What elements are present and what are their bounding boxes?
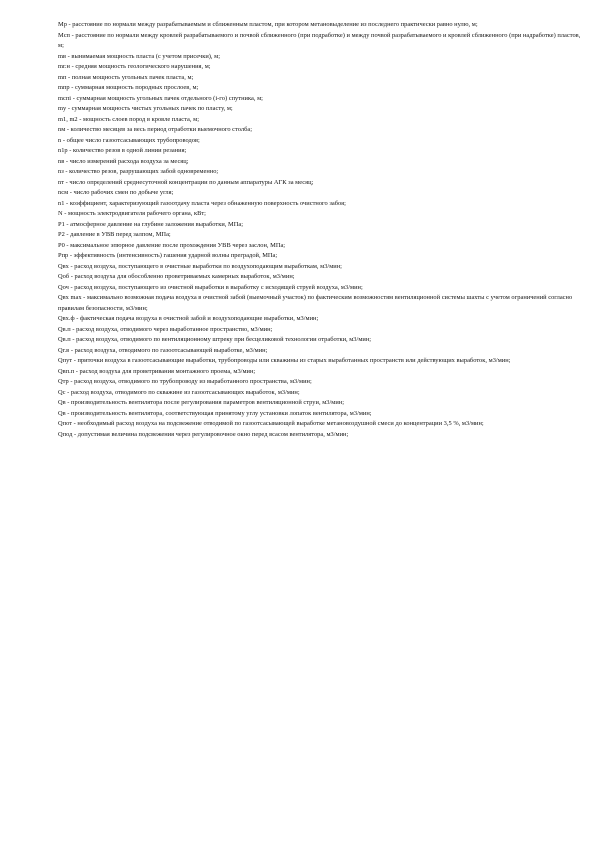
definition-entry: mв - вынимаемая мощность пласта (с учетом присечки), м;: [58, 52, 221, 60]
definition-entry: mп - полная мощность угольных пачек пласта, м;: [58, 73, 194, 81]
definition-entry: Qвх.ф - фактическая подача воздуха в очистной забой и воздухоподающие выработки, м3/мин;: [58, 315, 319, 322]
definition-entry: Qвх max - максимально возможная подача воздуха в очистной забой (выемочный участок) по фактическим возможностям вентиляционной системы шахты с учетом ограничений согласно правилам безопасности, м3/мин;: [58, 294, 573, 312]
definition-entry: Qоч - расход воздуха, поступающего из очистной выработки в выработку с исходящей струей воздуха, м3/мин;: [58, 283, 363, 291]
definition-entry: mг.н - средняя мощность геологического нарушения, м;: [58, 63, 211, 70]
definition-entry: Qвх - расход воздуха, поступающего в очистные выработки по воздухоподающим выработкам, м3/мин;: [58, 262, 342, 270]
definition-entry: my - суммарная мощность чистых угольных пачек по пласту, м;: [58, 105, 233, 112]
definition-entry: Мр - расстояние по нормали между разрабатываемым и сближенным пластом, при котором метановыделение из последнего практически равно нулю, м;: [58, 21, 478, 28]
definition-entry: n1р - количество резов в одной линии резания;: [58, 147, 187, 154]
definition-entry: Qв.п - расход воздуха, отводимого через выработанное пространство, м3/мин;: [58, 325, 273, 333]
definition-entry: nм - количество месяцев за весь период отработки выемочного столба;: [58, 126, 253, 133]
definition-entry: Qг.в - расход воздуха, отводимого по газоотсасывающей выработке, м3/мин;: [58, 346, 268, 354]
definition-entry: P0 - максимальное эпюрное давление после прохождения УВВ через заслон, МПа;: [58, 241, 286, 249]
definition-entry: Qв.п - расход воздуха, отводимого по вентиляционному штреку при бесцеликовой технологии отработки, м3/мин;: [58, 336, 372, 343]
definition-entry: Pпр - эффективность (интенсивность) гашения ударной волны преградой, МПа;: [58, 252, 278, 259]
definition-entry: N - мощность электродвигателя рабочего органа, кВт;: [58, 210, 206, 217]
definition-entry: nв - число измерений расхода воздуха за месяц;: [58, 157, 189, 165]
definition-entry: nз - количество резов, разрушающих забой одновременно;: [58, 168, 219, 175]
definition-entry: mспi - суммарная мощность угольных пачек отдельного (i-го) спутника, м;: [58, 94, 263, 102]
definition-entry: n - общее число газоотсасывающих трубопроводов;: [58, 136, 200, 144]
definition-entry: Qвп.п - расход воздуха для проветривания монтажного проема, м3/мин;: [58, 367, 256, 375]
definition-entry: Qв - производительность вентилятора после регулирования параметров вентиляционной струи, м3/мин;: [58, 399, 345, 406]
definition-entry: P1 - атмосферное давление на глубине заложения выработки, МПа;: [58, 220, 244, 228]
definition-entry: n1 - коэффициент, характеризующий газоотдачу пласта через обнаженную поверхность очистного забоя;: [58, 199, 346, 207]
definition-entry: nт - число определений среднесуточной концентрации по данным аппаратуры АГК за месяц;: [58, 178, 314, 186]
definition-entry: nсм - число рабочих смен по добыче угля;: [58, 189, 174, 196]
definition-entry: Qпот - необходимый расход воздуха на подсвежение отводимой по газоотсасывающей выработке метановоздушной смеси до концентрации 3,5 %, м3/мин;: [58, 420, 484, 427]
definition-entry: m1, m2 - мощность слоев пород в кровле пласта, м;: [58, 115, 199, 123]
definition-entry: Qв - производительность вентилятора, соответствующая принятому углу установки лопаток вентилятора, м3/мин;: [58, 409, 372, 417]
definition-entry: mпр - суммарная мощность породных прослоев, м;: [58, 84, 199, 91]
definition-entry: Qтр - расход воздуха, отводимого по трубопроводу из выработанного пространства, м3/мин;: [58, 378, 312, 385]
definition-entry: Qпод - допустимая величина подсвежения через регулировочное окно перед всасом вентилятора, м3/мин;: [58, 430, 349, 438]
definition-entry: Qпут - приточки воздуха в газоотсасывающие выработки, трубопроводы или скважины из старых выработанных пространств или действующих выработок, м3/мин;: [58, 357, 511, 364]
definition-entry: Qоб - расход воздуха для обособленно проветриваемых камерных выработок, м3/мин;: [58, 273, 295, 280]
definition-entry: P2 - давление в УВВ перед залпом, МПа;: [58, 231, 171, 238]
definition-entry: Мсп - расстояние по нормали между кровлей разрабатываемого и почвой сближенного (при подработке) и между почвой разрабатываемого и кровлей сближенного (при надработке) пластов, м;: [58, 31, 581, 49]
definition-entry: Qс - расход воздуха, отводимого по скважине из газоотсасывающих выработок, м3/мин;: [58, 388, 300, 396]
